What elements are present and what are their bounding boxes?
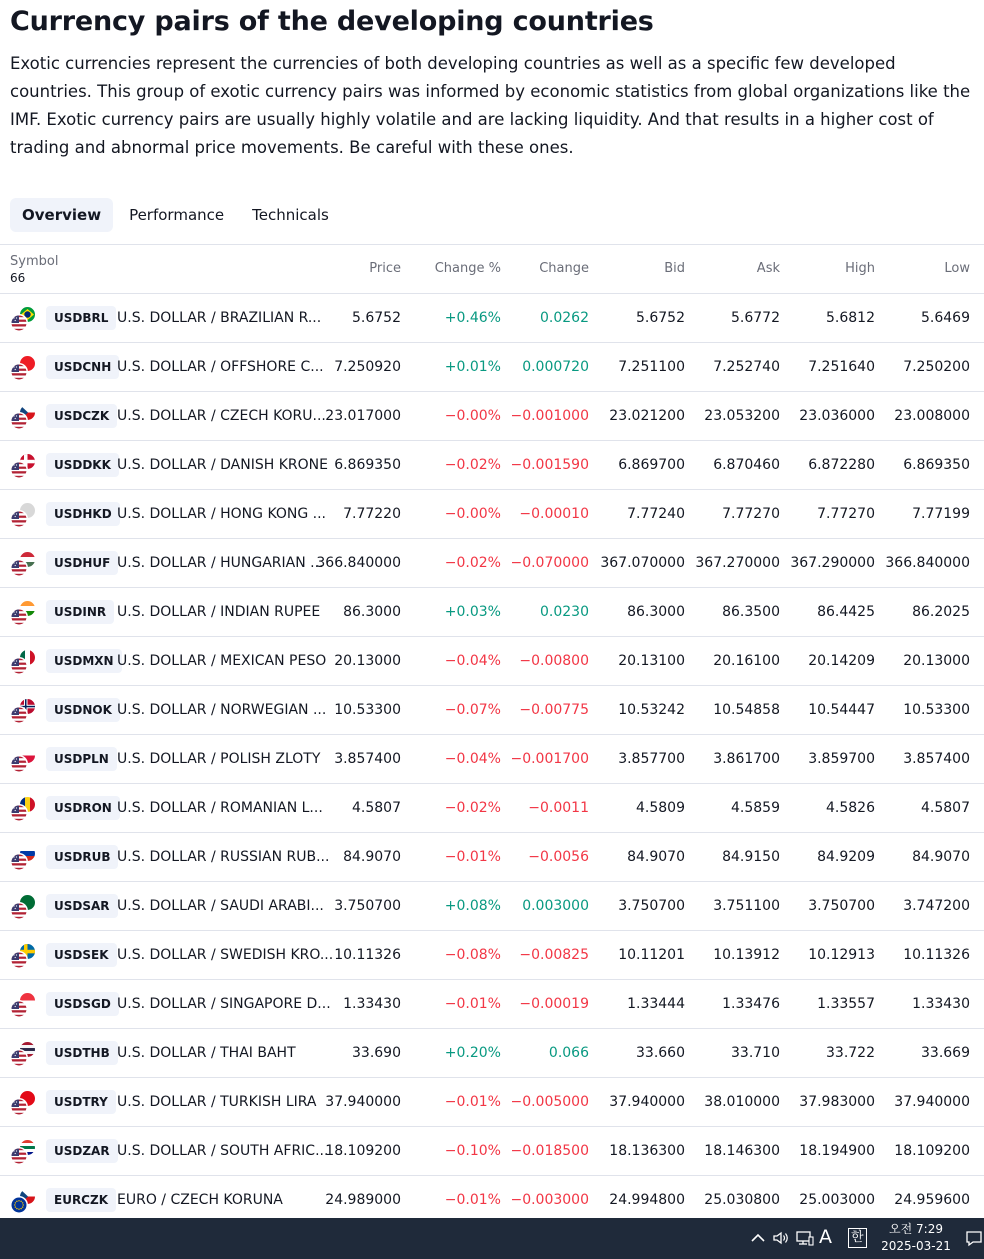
change-percent-cell: −0.01% [444, 996, 501, 1012]
bid-cell: 23.021200 [609, 408, 685, 424]
ticker-badge[interactable]: USDTHB [46, 1041, 118, 1065]
bid-column-header[interactable]: Bid [664, 261, 685, 276]
pair-name[interactable]: U.S. DOLLAR / SINGAPORE D... [117, 996, 331, 1012]
change-cell: 0.000720 [522, 359, 589, 375]
change-percent-cell: +0.03% [444, 604, 501, 620]
ask-cell: 4.5859 [731, 800, 780, 816]
change-cell: −0.001700 [510, 751, 589, 767]
low-cell: 33.669 [921, 1045, 970, 1061]
change-cell: −0.005000 [510, 1094, 589, 1110]
change-cell: 0.0230 [540, 604, 589, 620]
low-cell: 37.940000 [894, 1094, 970, 1110]
usd-ron-flag-icon [10, 796, 36, 822]
table-row[interactable] [0, 294, 984, 343]
high-cell: 23.036000 [799, 408, 875, 424]
usd-hkd-flag-icon [10, 502, 36, 528]
high-cell: 20.14209 [808, 653, 875, 669]
ask-cell: 23.053200 [704, 408, 780, 424]
table-row[interactable] [0, 392, 984, 441]
table-row[interactable] [0, 931, 984, 980]
table-row[interactable] [0, 539, 984, 588]
change-cell: −0.003000 [510, 1192, 589, 1208]
pair-name[interactable]: U.S. DOLLAR / TURKISH LIRA [117, 1094, 317, 1110]
ask-cell: 38.010000 [704, 1094, 780, 1110]
price-cell: 6.869350 [334, 457, 401, 473]
change-cell: −0.001000 [510, 408, 589, 424]
usd-pln-flag-icon [10, 747, 36, 773]
ask-cell: 5.6772 [731, 310, 780, 326]
ask-column-header[interactable]: Ask [756, 261, 780, 276]
high-cell: 33.722 [826, 1045, 875, 1061]
speaker-icon[interactable] [771, 1228, 791, 1248]
change-cell: 0.0262 [540, 310, 589, 326]
table-row[interactable] [0, 882, 984, 931]
low-cell: 1.33430 [912, 996, 970, 1012]
high-cell: 37.983000 [799, 1094, 875, 1110]
usd-brl-flag-icon [10, 306, 36, 332]
ask-cell: 3.751100 [713, 898, 780, 914]
bid-cell: 367.070000 [600, 555, 685, 571]
price-cell: 10.53300 [334, 702, 401, 718]
low-column-header[interactable]: Low [944, 261, 970, 276]
price-cell: 1.33430 [343, 996, 401, 1012]
network-icon[interactable] [795, 1228, 815, 1248]
clock-time: 오전 7:29 [889, 1222, 943, 1236]
change-percent-cell: −0.08% [444, 947, 501, 963]
symbol-column-header[interactable]: Symbol [10, 254, 59, 269]
change-percent-cell: −0.02% [444, 555, 501, 571]
low-cell: 20.13000 [903, 653, 970, 669]
tab-performance[interactable]: Performance [129, 206, 225, 224]
table-row[interactable] [0, 686, 984, 735]
usd-mxn-flag-icon [10, 649, 36, 675]
bid-cell: 10.11201 [618, 947, 685, 963]
usd-sgd-flag-icon [10, 992, 36, 1018]
low-cell: 366.840000 [885, 555, 970, 571]
usd-inr-flag-icon [10, 600, 36, 626]
change-percent-column-header[interactable]: Change % [434, 261, 501, 276]
bid-cell: 84.9070 [627, 849, 685, 865]
change-percent-cell: +0.20% [444, 1045, 501, 1061]
high-cell: 4.5826 [826, 800, 875, 816]
low-cell: 84.9070 [912, 849, 970, 865]
ask-cell: 25.030800 [704, 1192, 780, 1208]
table-row[interactable] [0, 441, 984, 490]
change-percent-cell: −0.04% [444, 751, 501, 767]
pair-name[interactable]: U.S. DOLLAR / THAI BAHT [117, 1045, 296, 1061]
low-cell: 6.869350 [903, 457, 970, 473]
change-cell: 0.066 [548, 1045, 589, 1061]
bid-cell: 5.6752 [636, 310, 685, 326]
bid-cell: 7.77240 [627, 506, 685, 522]
usd-thb-flag-icon [10, 1041, 36, 1067]
tab-technicals[interactable]: Technicals [252, 206, 329, 224]
tab-bar [10, 198, 341, 232]
page-title: Currency pairs of the developing countries [10, 6, 654, 37]
high-cell: 10.12913 [808, 947, 875, 963]
change-percent-cell: −0.01% [444, 1192, 501, 1208]
notification-icon[interactable] [964, 1228, 984, 1248]
usd-czk-flag-icon [10, 404, 36, 430]
change-cell: −0.00019 [519, 996, 589, 1012]
low-cell: 5.6469 [921, 310, 970, 326]
ask-cell: 33.710 [731, 1045, 780, 1061]
change-cell: −0.00825 [519, 947, 589, 963]
ask-cell: 367.270000 [695, 555, 780, 571]
change-cell: −0.018500 [510, 1143, 589, 1159]
change-percent-cell: −0.02% [444, 800, 501, 816]
pair-name[interactable]: U.S. DOLLAR / SWEDISH KRO... [117, 947, 334, 963]
ticker-badge[interactable]: USDNOK [46, 698, 120, 722]
usd-sek-flag-icon [10, 943, 36, 969]
price-cell: 7.77220 [343, 506, 401, 522]
table-row[interactable] [0, 490, 984, 539]
low-cell: 3.857400 [903, 751, 970, 767]
ticker-badge[interactable]: USDHUF [46, 551, 118, 575]
bid-cell: 7.251100 [618, 359, 685, 375]
ask-cell: 86.3500 [722, 604, 780, 620]
price-cell: 3.750700 [334, 898, 401, 914]
ticker-badge[interactable]: USDRUB [46, 845, 118, 869]
bid-cell: 1.33444 [627, 996, 685, 1012]
table-row[interactable] [0, 1127, 984, 1176]
ask-cell: 10.13912 [713, 947, 780, 963]
change-cell: −0.001590 [510, 457, 589, 473]
bid-cell: 6.869700 [618, 457, 685, 473]
ticker-badge[interactable]: USDMXN [46, 649, 122, 673]
low-cell: 4.5807 [921, 800, 970, 816]
change-percent-cell: −0.01% [444, 849, 501, 865]
ticker-badge[interactable]: EURCZK [46, 1188, 116, 1212]
high-cell: 7.77270 [817, 506, 875, 522]
change-percent-cell: −0.01% [444, 1094, 501, 1110]
change-cell: −0.0011 [528, 800, 589, 816]
price-cell: 7.250920 [334, 359, 401, 375]
pair-name[interactable]: U.S. DOLLAR / SAUDI ARABI... [117, 898, 324, 914]
low-cell: 7.250200 [903, 359, 970, 375]
high-cell: 1.33557 [817, 996, 875, 1012]
bid-cell: 20.13100 [618, 653, 685, 669]
ticker-badge[interactable]: USDZAR [46, 1139, 118, 1163]
change-percent-cell: +0.08% [444, 898, 501, 914]
change-percent-cell: +0.46% [444, 310, 501, 326]
change-cell: −0.070000 [510, 555, 589, 571]
low-cell: 23.008000 [894, 408, 970, 424]
ask-cell: 20.16100 [713, 653, 780, 669]
pair-name[interactable]: U.S. DOLLAR / SOUTH AFRIC... [117, 1143, 329, 1159]
low-cell: 10.53300 [903, 702, 970, 718]
ticker-badge[interactable]: USDCZK [46, 404, 117, 428]
price-cell: 10.11326 [334, 947, 401, 963]
ticker-badge[interactable]: USDSGD [46, 992, 119, 1016]
change-percent-cell: −0.00% [444, 506, 501, 522]
table-row[interactable] [0, 784, 984, 833]
usd-dkk-flag-icon [10, 453, 36, 479]
symbol-count: 66 [10, 271, 26, 285]
high-cell: 5.6812 [826, 310, 875, 326]
ticker-badge[interactable]: USDHKD [46, 502, 120, 526]
price-column-header[interactable]: Price [369, 261, 401, 276]
usd-nok-flag-icon [10, 698, 36, 724]
low-cell: 3.747200 [903, 898, 970, 914]
ticker-badge[interactable]: USDSEK [46, 943, 117, 967]
ime-mode-indicator[interactable]: A [819, 1226, 832, 1248]
high-cell: 3.859700 [808, 751, 875, 767]
bid-cell: 4.5809 [636, 800, 685, 816]
table-body [0, 294, 984, 1225]
clock-date: 2025-03-21 [881, 1239, 951, 1253]
bid-cell: 86.3000 [627, 604, 685, 620]
ask-cell: 6.870460 [713, 457, 780, 473]
windows-taskbar [0, 1218, 984, 1259]
price-cell: 24.989000 [325, 1192, 401, 1208]
ask-cell: 7.77270 [722, 506, 780, 522]
table-row[interactable] [0, 588, 984, 637]
usd-huf-flag-icon [10, 551, 36, 577]
ticker-badge[interactable]: USDPLN [46, 747, 117, 771]
table-row[interactable] [0, 637, 984, 686]
ask-cell: 18.146300 [704, 1143, 780, 1159]
change-column-header[interactable]: Change [539, 261, 589, 276]
ticker-badge[interactable]: USDCNH [46, 355, 119, 379]
change-percent-cell: −0.02% [444, 457, 501, 473]
change-cell: −0.00010 [519, 506, 589, 522]
price-cell: 33.690 [352, 1045, 401, 1061]
table-row[interactable] [0, 735, 984, 784]
table-row[interactable] [0, 1078, 984, 1127]
price-cell: 37.940000 [325, 1094, 401, 1110]
pair-name[interactable]: U.S. DOLLAR / RUSSIAN RUB... [117, 849, 330, 865]
ime-language-indicator[interactable]: 한 [848, 1228, 867, 1248]
bid-cell: 10.53242 [618, 702, 685, 718]
ticker-badge[interactable]: USDDKK [46, 453, 119, 477]
pair-name[interactable]: U.S. DOLLAR / CZECH KORU... [117, 408, 326, 424]
table-header [0, 245, 984, 293]
low-cell: 24.959600 [894, 1192, 970, 1208]
low-cell: 86.2025 [912, 604, 970, 620]
price-cell: 366.840000 [316, 555, 401, 571]
ask-cell: 1.33476 [722, 996, 780, 1012]
ask-cell: 7.252740 [713, 359, 780, 375]
table-row[interactable] [0, 833, 984, 882]
pair-name[interactable]: U.S. DOLLAR / DANISH KRONE [117, 457, 328, 473]
high-cell: 6.872280 [808, 457, 875, 473]
system-clock[interactable] [876, 1221, 956, 1255]
high-cell: 10.54447 [808, 702, 875, 718]
ask-cell: 3.861700 [713, 751, 780, 767]
price-cell: 86.3000 [343, 604, 401, 620]
change-percent-cell: +0.01% [444, 359, 501, 375]
low-cell: 7.77199 [912, 506, 970, 522]
ticker-badge[interactable]: USDBRL [46, 306, 116, 330]
table-row[interactable] [0, 1029, 984, 1078]
bid-cell: 3.750700 [618, 898, 685, 914]
change-percent-cell: −0.10% [444, 1143, 501, 1159]
usd-try-flag-icon [10, 1090, 36, 1116]
pair-name[interactable]: U.S. DOLLAR / ROMANIAN L... [117, 800, 323, 816]
high-cell: 3.750700 [808, 898, 875, 914]
pair-name[interactable]: U.S. DOLLAR / OFFSHORE C... [117, 359, 324, 375]
usd-zar-flag-icon [10, 1139, 36, 1165]
table-row[interactable] [0, 980, 984, 1029]
change-percent-cell: −0.00% [444, 408, 501, 424]
price-cell: 5.6752 [352, 310, 401, 326]
change-percent-cell: −0.04% [444, 653, 501, 669]
bid-cell: 18.136300 [609, 1143, 685, 1159]
table-row[interactable] [0, 343, 984, 392]
usd-cnh-flag-icon [10, 355, 36, 381]
bid-cell: 24.994800 [609, 1192, 685, 1208]
high-cell: 25.003000 [799, 1192, 875, 1208]
bid-cell: 37.940000 [609, 1094, 685, 1110]
ticker-badge[interactable]: USDRON [46, 796, 120, 820]
change-cell: 0.003000 [522, 898, 589, 914]
low-cell: 10.11326 [903, 947, 970, 963]
pair-name[interactable]: U.S. DOLLAR / POLISH ZLOTY [117, 751, 321, 767]
usd-sar-flag-icon [10, 894, 36, 920]
high-cell: 7.251640 [808, 359, 875, 375]
chevron-up-icon[interactable] [748, 1228, 768, 1248]
bid-cell: 33.660 [636, 1045, 685, 1061]
ticker-badge[interactable]: USDSAR [46, 894, 118, 918]
page-description: Exotic currencies represent the currencies of both developing countries as well as a specific few developed countries. This group of exotic currency pairs was informed by economic statistics from global organizations like the IMF. Exotic currency pairs are usually highly volatile and are lacking liquidity. And that results in a higher cost of trading and abnormal price movements. Be careful with these ones. [10, 54, 971, 157]
usd-rub-flag-icon [10, 845, 36, 871]
high-column-header[interactable]: High [845, 261, 875, 276]
pair-name[interactable]: EURO / CZECH KORUNA [117, 1192, 283, 1208]
change-cell: −0.00775 [519, 702, 589, 718]
high-cell: 18.194900 [799, 1143, 875, 1159]
pair-name[interactable]: U.S. DOLLAR / INDIAN RUPEE [117, 604, 321, 620]
price-cell: 23.017000 [325, 408, 401, 424]
eur-czk-flag-icon [10, 1188, 36, 1214]
tab-overview[interactable]: Overview [10, 198, 113, 232]
price-cell: 4.5807 [352, 800, 401, 816]
bid-cell: 3.857700 [618, 751, 685, 767]
pair-name[interactable]: U.S. DOLLAR / NORWEGIAN ... [117, 702, 327, 718]
ask-cell: 84.9150 [722, 849, 780, 865]
price-cell: 84.9070 [343, 849, 401, 865]
low-cell: 18.109200 [894, 1143, 970, 1159]
price-cell: 18.109200 [325, 1143, 401, 1159]
change-cell: −0.00800 [519, 653, 589, 669]
price-cell: 3.857400 [334, 751, 401, 767]
pair-name[interactable]: U.S. DOLLAR / BRAZILIAN R... [117, 310, 322, 326]
ticker-badge[interactable]: USDINR [46, 600, 114, 624]
change-cell: −0.0056 [528, 849, 589, 865]
high-cell: 367.290000 [790, 555, 875, 571]
high-cell: 86.4425 [817, 604, 875, 620]
pair-name[interactable]: U.S. DOLLAR / HUNGARIAN ... [117, 555, 324, 571]
ask-cell: 10.54858 [713, 702, 780, 718]
price-cell: 20.13000 [334, 653, 401, 669]
high-cell: 84.9209 [817, 849, 875, 865]
pair-name[interactable]: U.S. DOLLAR / HONG KONG ... [117, 506, 327, 522]
ticker-badge[interactable]: USDTRY [46, 1090, 116, 1114]
pair-name[interactable]: U.S. DOLLAR / MEXICAN PESO [117, 653, 327, 669]
change-percent-cell: −0.07% [444, 702, 501, 718]
